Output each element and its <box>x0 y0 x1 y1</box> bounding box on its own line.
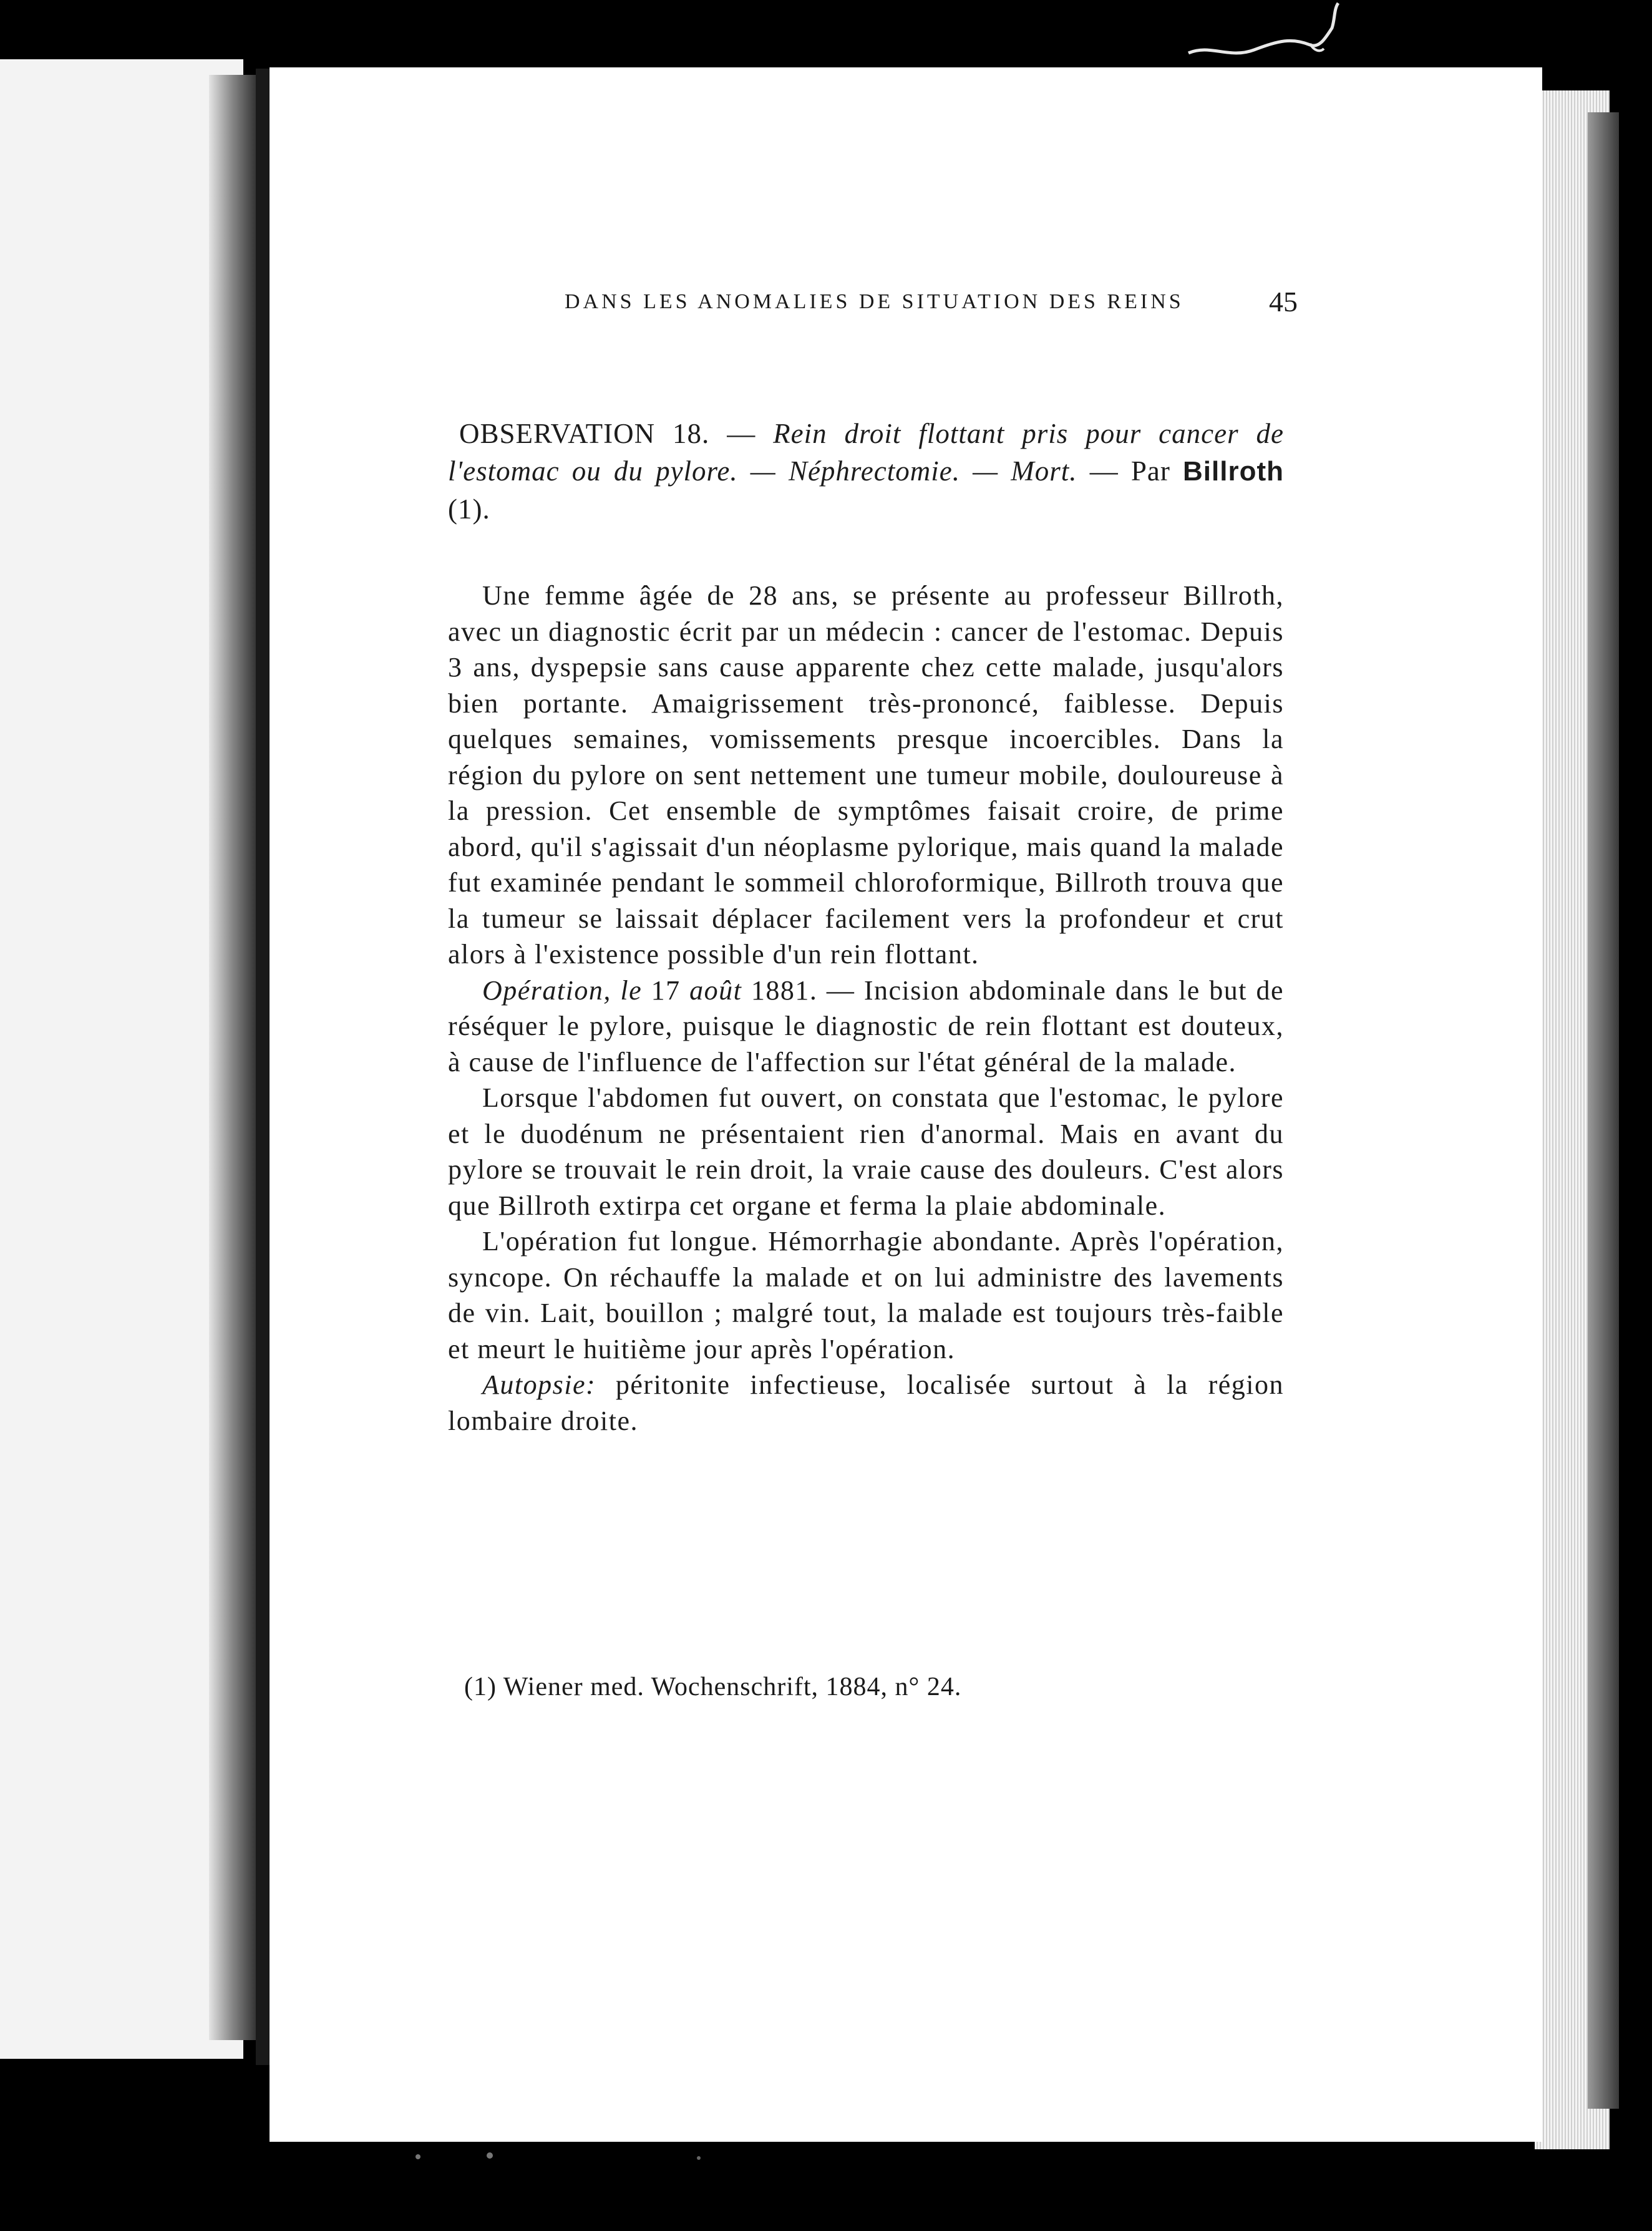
operation-text: 1881. — Incision abdominale dans le but de réséquer le pylore, puisque le diagnostic de rein flottant est douteux, à cause de l'influence de l'affection sur l'état général de la malade. <box>448 975 1285 1077</box>
footnote: (1) Wiener med. Wochenschrift, 1884, n° 24. <box>464 1673 962 1701</box>
observation-by: — Par <box>1077 455 1183 487</box>
paragraph-autopsy <box>448 1367 1284 1439</box>
operation-day: 17 <box>642 975 690 1006</box>
footnote-reference: (1). <box>448 493 490 525</box>
observation-subject: Rein droit flottant pris pour cancer de l'estomac ou du pylore. — Néphrectomie. — Mort. <box>448 418 1284 487</box>
paragraph-case-history: Une femme âgée de 28 ans, se présente au professeur Billroth, avec un diagnostic écrit par un médecin : cancer de l'estomac. Depuis 3 ans, dyspepsie sans cause apparente chez cette malade, jusqu'alors bien portante. Amaigrissement très-prononcé, faiblesse. Depuis quelques semaines, vomissements presque incoercibles. Dans la région du pylore on sent nettement une tumeur mobile, douloureuse à la pression. Cet ensemble de symptômes faisait croire, de prime abord, qu'il s'agissait d'un néoplasme pylorique, mais quand la malade fut examinée pendant le sommeil chloroformique, Billroth trouva que la tumeur se laissait déplacer facilement vers la profondeur et crut alors à l'existence possible d'un rein flottant. <box>448 580 1284 970</box>
page-number: 45 <box>1269 286 1298 318</box>
running-title: DANS LES ANOMALIES DE SITUATION DES REINS <box>565 290 1184 313</box>
paragraph-findings: Lorsque l'abdomen fut ouvert, on constata que l'estomac, le pylore et le duodénum ne présentaient rien d'anormal. Mais en avant du pylore se trouvait le rein droit, la vraie cause des douleurs. C'est alors que Billroth extirpa cet organe et ferma la plaie abdominale. <box>448 1082 1284 1221</box>
text-block <box>448 415 1284 1439</box>
observation-heading <box>448 415 1284 528</box>
scan-specks <box>406 2149 717 2168</box>
autopsy-lead: Autopsie: <box>482 1369 596 1400</box>
previous-page <box>0 59 243 2059</box>
book-gutter <box>256 69 270 2065</box>
running-header <box>565 286 1298 321</box>
paragraph-operation <box>448 973 1284 1081</box>
operation-lead: Opération, le <box>482 975 643 1006</box>
page-stack-shadow <box>1588 112 1619 2109</box>
observation-author: Billroth <box>1183 456 1284 487</box>
pen-scribble-mark <box>1185 0 1373 69</box>
operation-month: août <box>689 975 742 1006</box>
observation-label: OBSERVATION 18. — <box>459 418 774 449</box>
paragraph-outcome: L'opération fut longue. Hémorrhagie abondante. Après l'opération, syncope. On réchauffe la malade et on lui administre des lavements de vin. Lait, bouillon ; malgré tout, la malade est toujours très-faible et meurt le huitième jour après l'opération. <box>448 1226 1284 1364</box>
autopsy-text: péritonite infectieuse, localisée surtout à la région lombaire droite. <box>448 1369 1284 1436</box>
previous-page-edge-shadow <box>209 75 259 2040</box>
